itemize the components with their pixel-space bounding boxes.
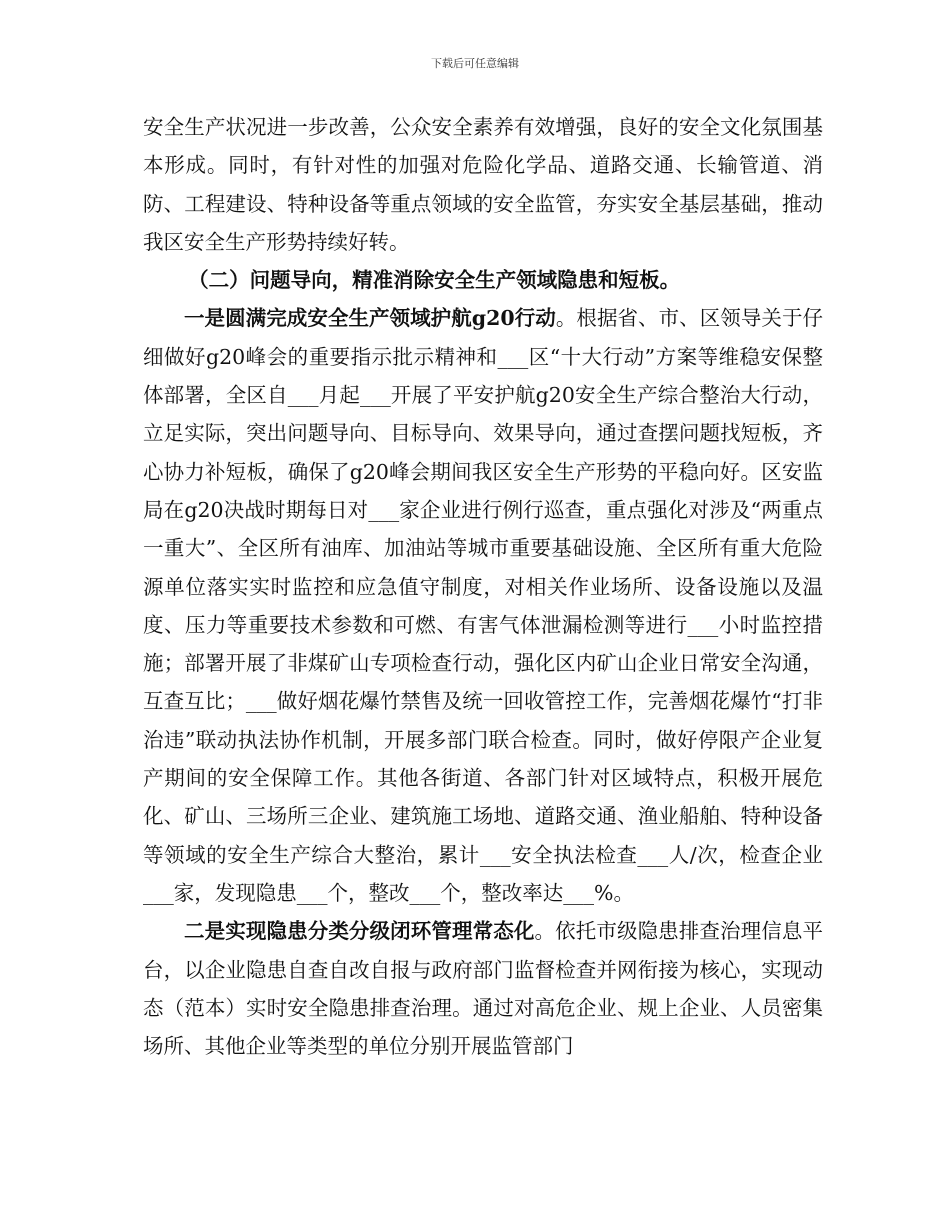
paragraph-continuation: 安全生产状况进一步改善，公众安全素养有效增强，良好的安全文化氛围基本形成。同时，有针对性的加强对危险化学品、道路交通、长输管道、消防、工程建设、特种设备等重点领域的安全监管，夯实安全基层基础，推动我区安全生产形势持续好转。 <box>143 115 823 254</box>
section-heading: （二）问题导向，精准消除安全生产领域隐患和短板。 <box>188 268 681 293</box>
paragraph-g20-action <box>143 299 823 912</box>
paragraph-hazard-management <box>143 912 823 1065</box>
paragraph-text: 。根据省、市、区领导关于仔细做好g20峰会的重要指示批示精神和___区“十大行动”方案等维稳安保整体部署，全区自___月起___开展了平安护航g20安全生产综合整治大行动，立足实际，突出问题导向、目标导向、效果导向，通过查摆问题找短板，齐心协力补短板，确保了g20峰会期间我区安全生产形势的平稳向好。区安监局在g20决战时期每日对___家企业进行例行巡查，重点强化对涉及“两重点一重大”、全区所有油库、加油站等城市重要基础设施、全区所有重大危险源单位落实实时监控和应急值守制度，对相关作业场所、设备设施以及温度、压力等重要技术参数和可燃、有害气体泄漏检测等进行___小时监控措施；部署开展了非煤矿山专项检查行动，强化区内矿山企业日常安全沟通，互查互比；___做好烟花爆竹禁售及统一回收管控工作，完善烟花爆竹“打非治违”联动执法协作机制，开展多部门联合检查。同时，做好停限产企业复产期间的安全保障工作。其他各街道、各部门针对区域特点，积极开展危化、矿山、三场所三企业、建筑施工场地、道路交通、渔业船舶、特种设备等领域的安全生产综合大整治，累计___安全执法检查___人/次，检查企业___家，发现隐患___个，整改___个，整改率达___%。 <box>143 306 823 905</box>
paragraph-lead: 一是圆满完成安全生产领域护航g20行动 <box>184 306 556 331</box>
paragraph-text: 。依托市级隐患排查治理信息平台，以企业隐患自查自改自报与政府部门监督检查并网衔接为核心，实现动态（范本）实时安全隐患排查治理。通过对高危企业、规上企业、人员密集场所、其他企业等类型的单位分别开展监管部门 <box>143 919 824 1059</box>
document-body <box>143 108 823 1065</box>
paragraph-lead: 二是实现隐患分类分级闭环管理常态化 <box>184 919 535 944</box>
page-header: 下载后可任意编辑 <box>431 57 519 70</box>
